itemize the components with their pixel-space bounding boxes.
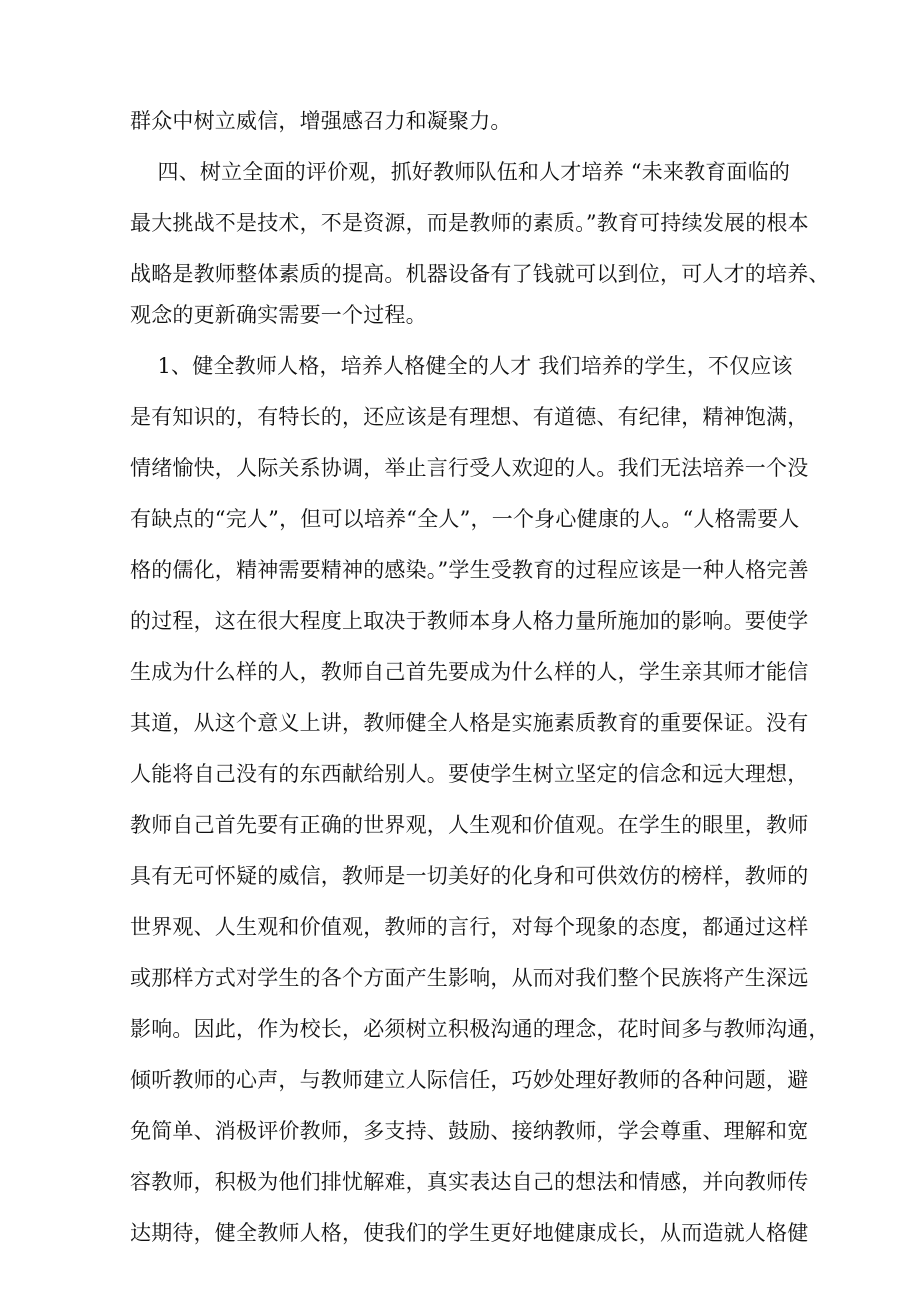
text-line: 四、树立全面的评价观，抓好教师队伍和人才培养 “未来教育面临的 — [130, 160, 791, 184]
text-line: 的过程，这在很大程度上取决于教师本身人格力量所施加的影响。要使学 — [130, 609, 809, 633]
text-line: 倾听教师的心声，与教师建立人际信任，巧妙处理好教师的各种问题，避 — [130, 1068, 809, 1092]
text-line: 容教师，积极为他们排忧解难，真实表达自己的想法和情感，并向教师传 — [130, 1170, 809, 1194]
text-line: 有缺点的“完人”，但可以培养“全人”，一个身心健康的人。“人格需要人 — [130, 507, 800, 531]
text-line: 达期待，健全教师人格，使我们的学生更好地健康成长，从而造就人格健 — [130, 1221, 809, 1245]
text-line: 是有知识的，有特长的，还应该是有理想、有道德、有纪律，精神饱满， — [130, 405, 809, 429]
text-line: 格的儒化，精神需要精神的感染。”学生受教育的过程应该是一种人格完善 — [130, 558, 809, 582]
text-line: 生成为什么样的人，教师自己首先要成为什么样的人，学生亲其师才能信 — [130, 660, 809, 684]
text-line: 教师自己首先要有正确的世界观，人生观和价值观。在学生的眼里，教师 — [130, 813, 809, 837]
text-line: 最大挑战不是技术，不是资源，而是教师的素质。”教育可持续发展的根本 — [130, 211, 809, 235]
text-line: 人能将自己没有的东西献给别人。要使学生树立坚定的信念和远大理想， — [130, 762, 809, 786]
text-line: 观念的更新确实需要一个过程。 — [130, 303, 427, 327]
text-line: 群众中树立威信，增强感召力和凝聚力。 — [130, 109, 512, 133]
text-line: 1、健全教师人格，培养人格健全的人才 我们培养的学生，不仅应该 — [130, 354, 793, 378]
text-line: 情绪愉快，人际关系协调，举止言行受人欢迎的人。我们无法培养一个没 — [130, 456, 809, 480]
text-line: 具有无可怀疑的威信，教师是一切美好的化身和可供效仿的榜样，教师的 — [130, 864, 809, 888]
text-line: 世界观、人生观和价值观，教师的言行，对每个现象的态度，都通过这样 — [130, 915, 809, 939]
text-line: 战略是教师整体素质的提高。机器设备有了钱就可以到位，可人才的培养、 — [130, 262, 830, 286]
text-line: 或那样方式对学生的各个方面产生影响，从而对我们整个民族将产生深远 — [130, 966, 809, 990]
text-line: 免简单、消极评价教师，多支持、鼓励、接纳教师，学会尊重、理解和宽 — [130, 1119, 809, 1143]
text-line: 其道，从这个意义上讲，教师健全人格是实施素质教育的重要保证。没有 — [130, 711, 809, 735]
text-line: 影响。因此，作为校长，必须树立积极沟通的理念，花时间多与教师沟通， — [130, 1017, 830, 1041]
